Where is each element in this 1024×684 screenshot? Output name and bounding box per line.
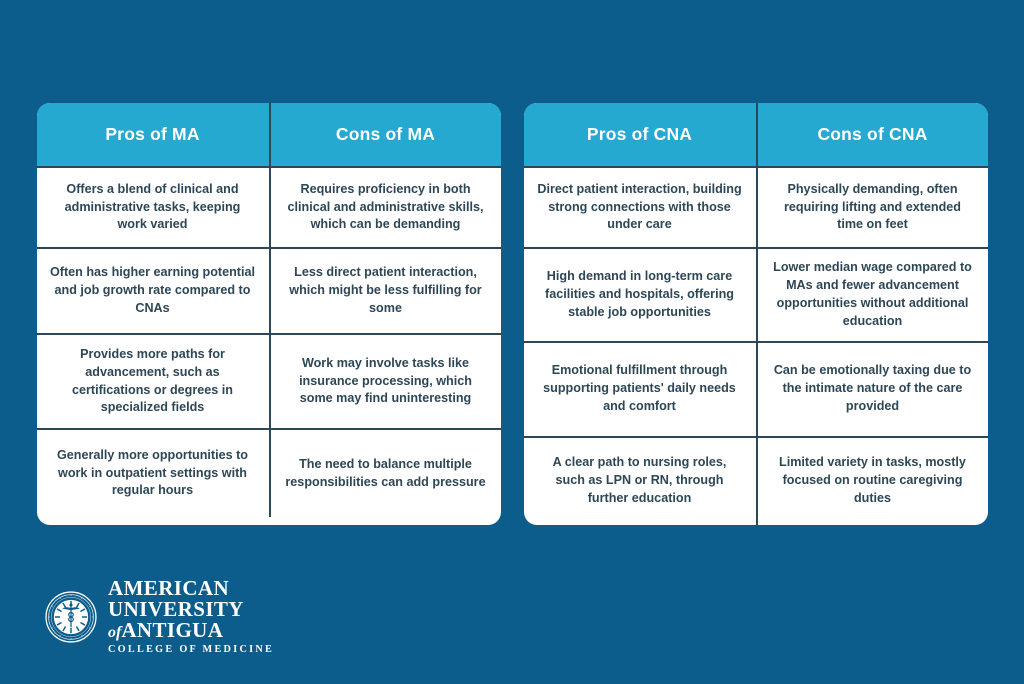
cell-ma-con-4: The need to balance multiple responsibilities can add pressure — [269, 430, 501, 517]
logo-line-of-antigua — [108, 617, 274, 642]
ma-comparison-table — [37, 103, 501, 525]
table-row — [524, 166, 988, 247]
logo-line-university: UNIVERSITY — [108, 596, 244, 621]
column-header-cons-of-cna: Cons of CNA — [756, 103, 988, 166]
cna-table-header-row — [524, 103, 988, 166]
cell-cna-pro-2: High demand in long-term care facilities and hospitals, offering stable job opportunities — [545, 268, 734, 319]
table-row — [524, 436, 988, 525]
cell-ma-con-3: Work may involve tasks like insurance processing, which some may find uninteresting — [269, 335, 501, 428]
table-row — [37, 333, 501, 428]
logo-line-american: AMERICAN — [108, 576, 230, 600]
cell-cna-con-2: Lower median wage compared to MAs and fewer advancement opportunities without additional education — [756, 249, 988, 341]
cell-ma-pro-1: Offers a blend of clinical and administrative tasks, keeping work varied — [64, 181, 241, 232]
cell-ma-pro-4: Generally more opportunities to work in outpatient settings with regular hours — [56, 447, 249, 498]
aua-logo — [45, 578, 274, 655]
cell-ma-pro-3: Provides more paths for advancement, such as certifications or degrees in specialized fields — [72, 346, 233, 415]
cell-ma-pro-2: Often has higher earning potential and job growth rate compared to CNAs — [49, 265, 256, 315]
comparison-tables-container — [0, 103, 1024, 525]
cell-cna-con-4: Limited variety in tasks, mostly focused on routine caregiving duties — [756, 438, 988, 525]
table-row — [524, 247, 988, 341]
logo-of-word: of — [108, 623, 122, 641]
logo-wordmark — [108, 578, 274, 655]
cell-cna-con-1: Physically demanding, often requiring lifting and extended time on feet — [756, 168, 988, 247]
cell-cna-con-3: Can be emotionally taxing due to the intimate nature of the care provided — [756, 343, 988, 436]
ma-table-header-row — [37, 103, 501, 166]
table-row — [37, 428, 501, 517]
table-row — [37, 247, 501, 333]
cell-ma-con-1: Requires proficiency in both clinical and administrative skills, which can be demanding — [269, 168, 501, 247]
cna-comparison-table — [524, 103, 988, 525]
column-header-cons-of-ma: Cons of MA — [269, 103, 501, 166]
column-header-pros-of-ma: Pros of MA — [105, 124, 200, 144]
university-seal-icon — [45, 591, 97, 643]
cell-cna-pro-4: A clear path to nursing roles, such as LPN or RN, through further education — [552, 455, 727, 505]
table-row — [37, 166, 501, 247]
cell-ma-con-2: Less direct patient interaction, which might be less fulfilling for some — [269, 249, 501, 333]
cell-cna-pro-1: Direct patient interaction, building strong connections with those under care — [537, 181, 742, 232]
logo-antigua-word: ANTIGUA — [121, 617, 224, 642]
column-header-pros-of-cna: Pros of CNA — [586, 124, 693, 144]
table-row — [524, 341, 988, 436]
cell-cna-pro-3: Emotional fulfillment through supporting patients' daily needs and comfort — [543, 363, 736, 413]
logo-subtitle: COLLEGE OF MEDICINE — [108, 644, 275, 656]
